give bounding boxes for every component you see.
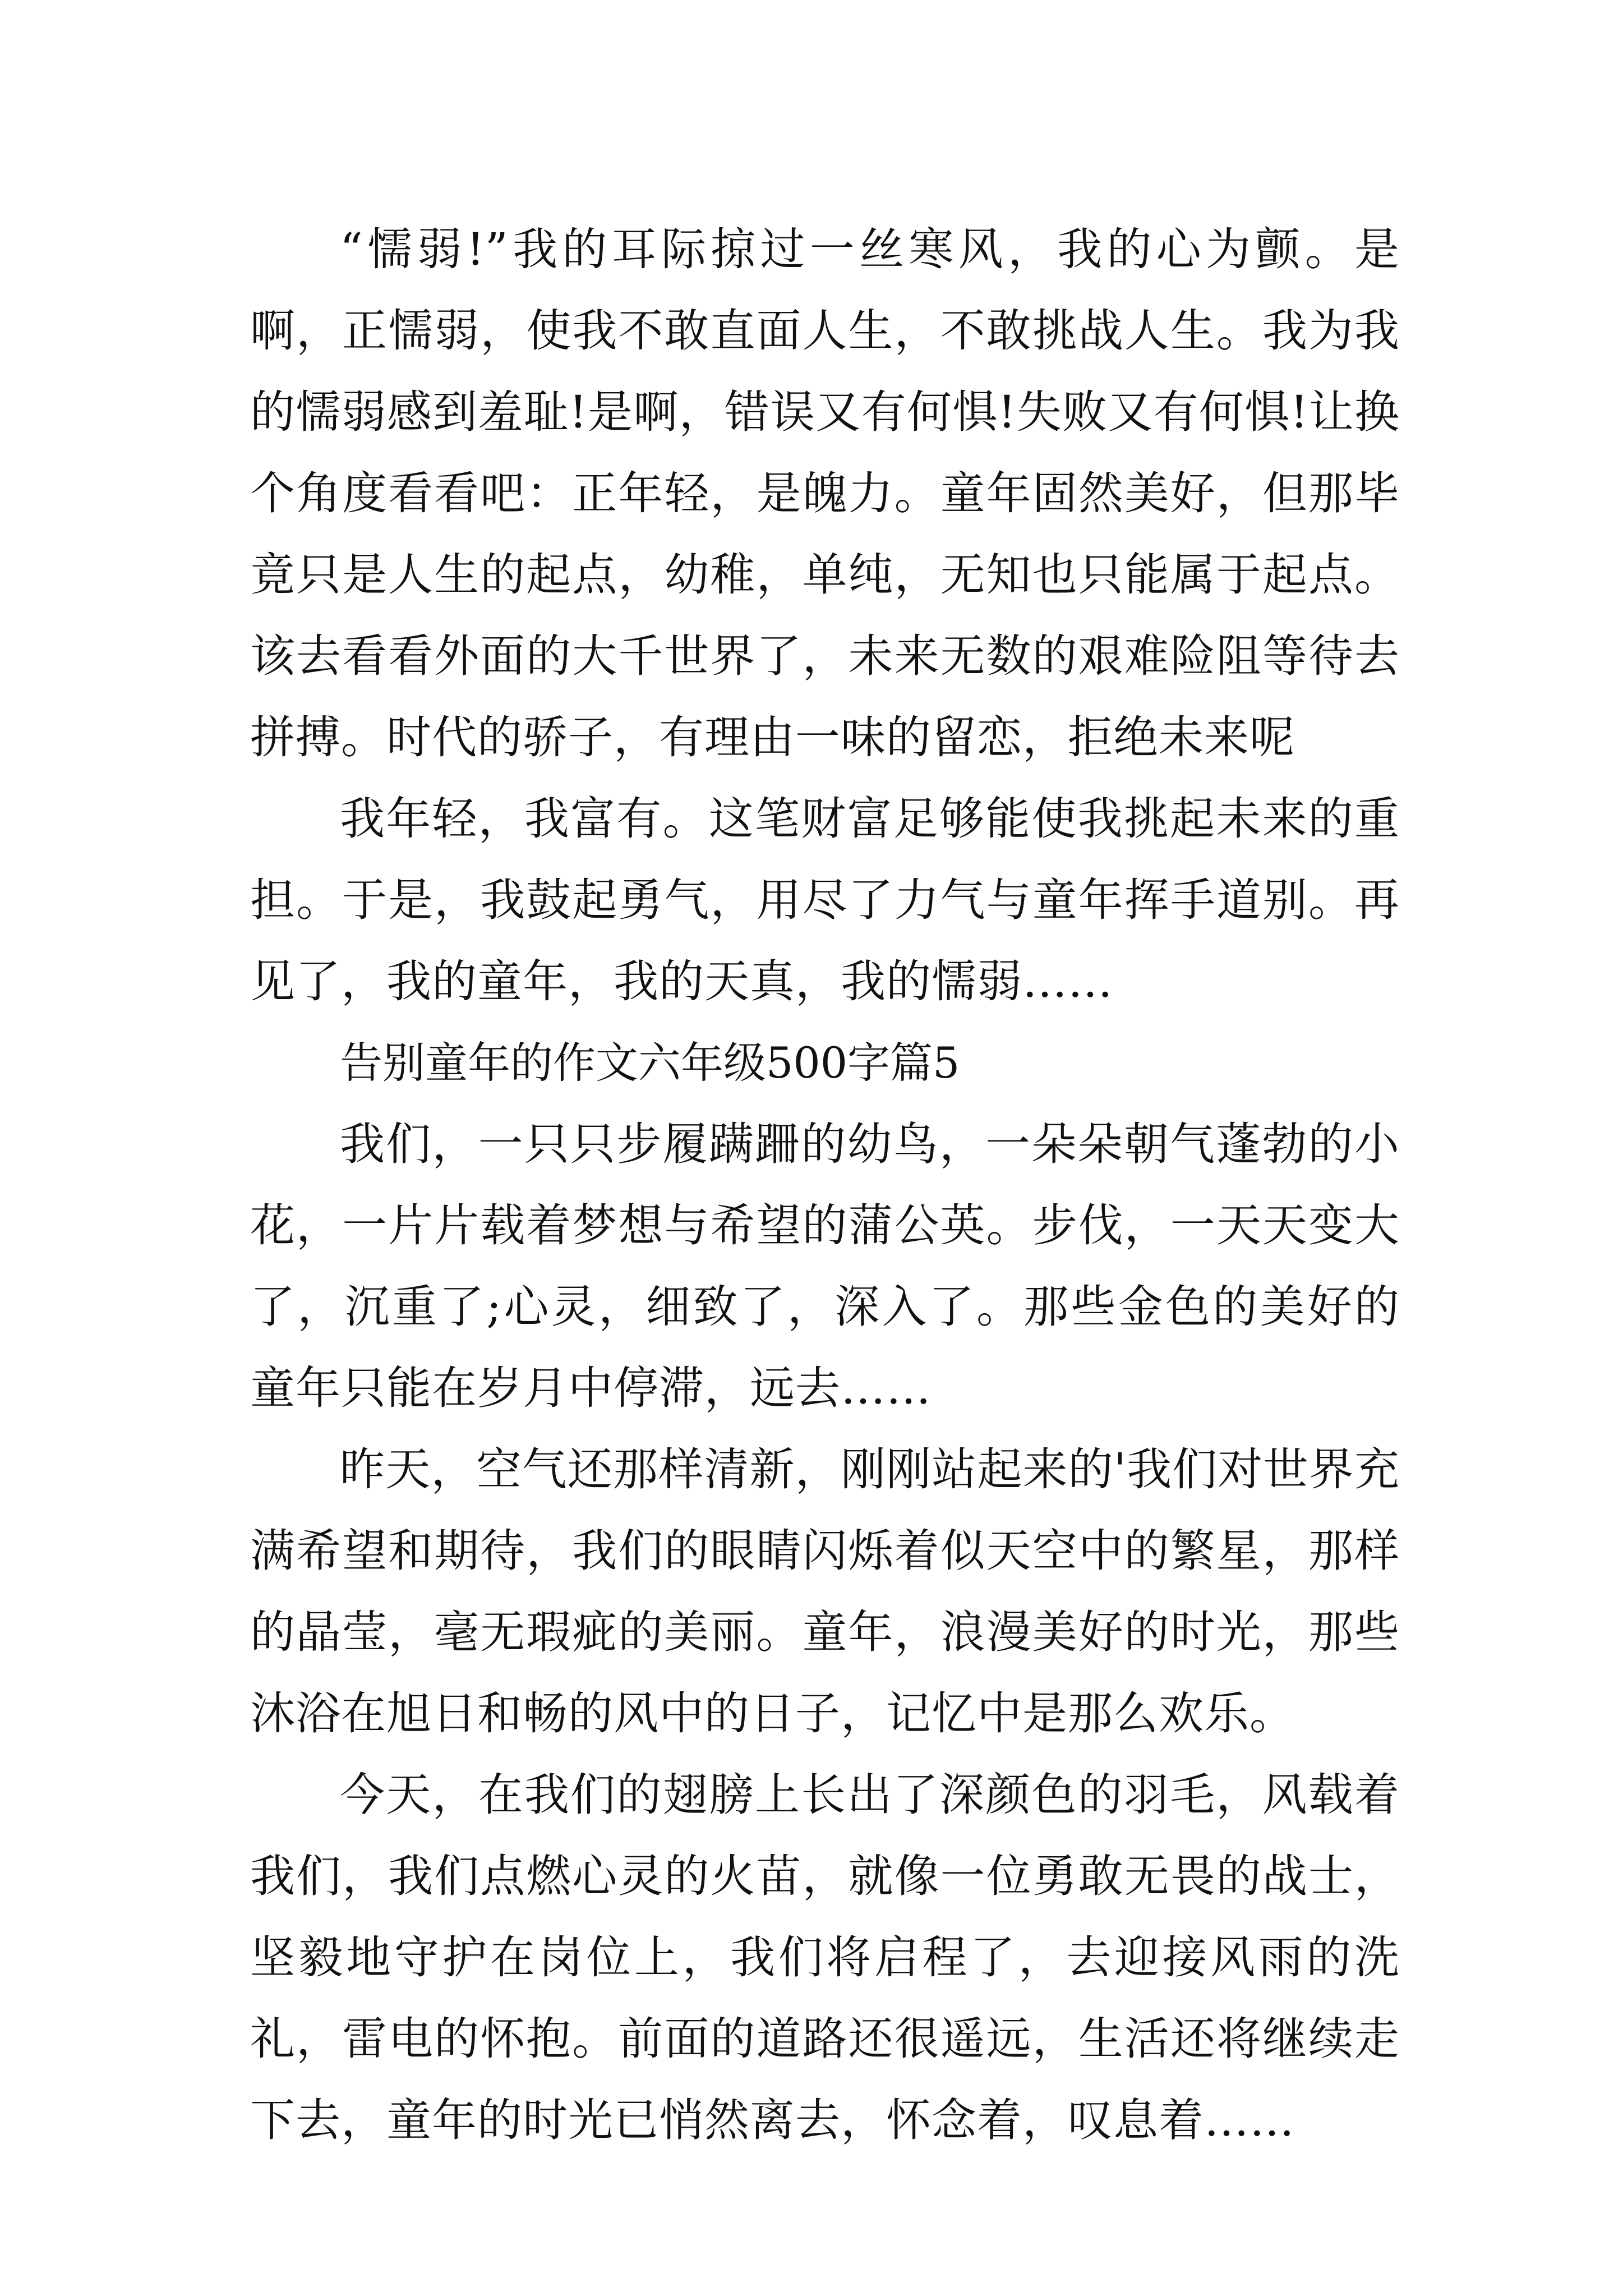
paragraph-today: 今天，在我们的翅膀上长出了深颜色的羽毛，风载着我们，我们点燃心灵的火苗，就像一位勇敢无畏的战士，坚毅地守护在岗位上，我们将启程了，去迎接风雨的洗礼，雷电的怀抱。前面的道路还很遥远，生活还将继续走下去，童年的时光已悄然离去，怀念着，叹息着…… [250, 1769, 1400, 2146]
section-heading: 告别童年的作文六年级500字篇5 [340, 1038, 960, 1088]
paragraph-yesterday: 昨天，空气还那样清新，刚刚站起来的'我们对世界充满希望和期待，我们的眼睛闪烁着似天空中的繁星，那样的晶莹，毫无瑕疵的美丽。童年，浪漫美好的时光，那些沐浴在旭日和畅的风中的日子，记忆中是那么欢乐。 [250, 1443, 1400, 1740]
paragraph-farewell: 我年轻，我富有。这笔财富足够能使我挑起未来的重担。于是，我鼓起勇气，用尽了力气与童年挥手道别。再见了，我的童年，我的天真，我的懦弱…… [250, 793, 1400, 1007]
paragraph-cowardice: “懦弱!”我的耳际掠过一丝寒风，我的心为颤。是啊，正懦弱，使我不敢直面人生，不敢挑战人生。我为我的懦弱感到羞耻!是啊，错误又有何惧!失败又有何惧!让换个角度看看吧：正年轻，是魄力。童年固然美好，但那毕竟只是人生的起点，幼稚，单纯，无知也只能属于起点。该去看看外面的大千世界了，未来无数的艰难险阻等待去拼搏。时代的骄子，有理由一味的留恋，拒绝未来呢 [250, 223, 1400, 763]
paragraph-young-birds: 我们，一只只步履蹒跚的幼鸟，一朵朵朝气蓬勃的小花，一片片载着梦想与希望的蒲公英。步伐，一天天变大了，沉重了;心灵，细致了，深入了。那些金色的美好的童年只能在岁月中停滞，远去…… [250, 1118, 1400, 1414]
document-body [250, 209, 1400, 2161]
